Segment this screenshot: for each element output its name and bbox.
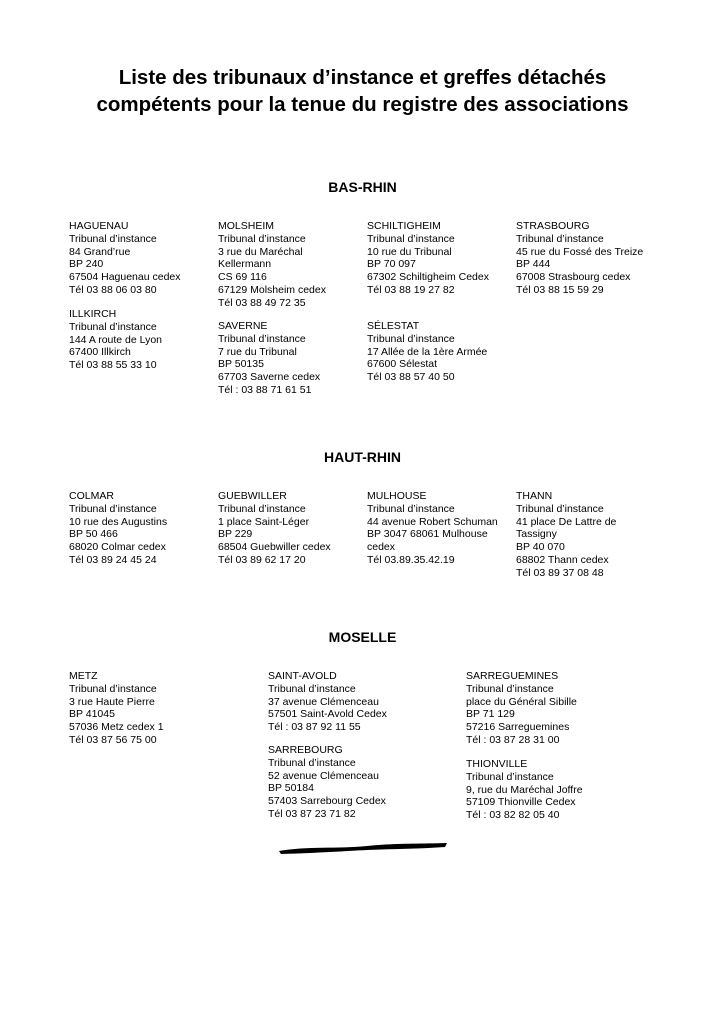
court-city: COLMAR: [69, 490, 114, 502]
court-line: 10 rue des Augustins: [69, 515, 168, 528]
court-city: THANN: [516, 490, 553, 502]
court-line: 68020 Colmar cedex: [69, 541, 166, 554]
court-line: Tribunal d’instance: [218, 332, 306, 345]
court-line: 67703 Saverne cedex: [218, 371, 321, 384]
court-line: Tél 03 89 62 17 20: [218, 553, 306, 566]
court-line: 144 A route de Lyon: [69, 333, 163, 346]
court-line: BP 229: [218, 528, 253, 541]
court-line: 57501 Saint-Avold Cedex: [268, 708, 387, 721]
court-line: 10 rue du Tribunal: [367, 245, 452, 258]
court-line: Tribunal d’instance: [516, 502, 604, 515]
court-line: Tél 03 89 37 08 48: [516, 566, 604, 579]
court-line: Tél 03 88 06 03 80: [69, 283, 157, 296]
court-line: Tél 03 88 57 40 50: [367, 371, 455, 384]
court-city: SCHILTIGHEIM: [367, 220, 441, 232]
court-line: 68802 Thann cedex: [516, 553, 609, 566]
court-line: Tél : 03 82 82 05 40: [466, 809, 560, 822]
court-line: BP 41045: [69, 708, 115, 721]
court-line: Tél : 03 87 28 31 00: [466, 733, 560, 746]
court-city: MULHOUSE: [367, 490, 427, 502]
court-line: 3 rue du Maréchal: [218, 245, 303, 258]
document-title: [0, 64, 725, 118]
court-line: Tél 03 88 19 27 82: [367, 283, 455, 296]
court-entry-thionville: [466, 758, 646, 822]
court-city: ILLKIRCH: [69, 308, 117, 320]
court-line: 67008 Strasbourg cedex: [516, 271, 631, 284]
court-city: STRASBOURG: [516, 220, 590, 232]
court-entry-sarrebourg: [268, 744, 448, 821]
court-line: cedex: [367, 541, 396, 554]
court-city: SARREBOURG: [268, 744, 343, 756]
court-line: Tél 03 87 23 71 82: [268, 807, 356, 820]
court-line: BP 50135: [218, 358, 264, 371]
court-line: 37 avenue Clémenceau: [268, 695, 379, 708]
court-line: 84 Grand’rue: [69, 245, 131, 258]
court-line: 45 rue du Fossé des Treize: [516, 245, 644, 258]
court-line: Tél 03 87 56 75 00: [69, 733, 157, 746]
court-line: BP 240: [69, 258, 104, 271]
court-entry-thann: [516, 490, 666, 580]
court-line: place du Général Sibille: [466, 695, 577, 708]
court-line: 9, rue du Maréchal Joffre: [466, 783, 583, 796]
court-city: MOLSHEIM: [218, 220, 275, 232]
court-line: Tribunal d’instance: [218, 232, 306, 245]
court-city: SAINT-AVOLD: [268, 670, 337, 682]
court-entry-strasbourg: [516, 220, 666, 297]
court-line: Tribunal d’instance: [516, 232, 604, 245]
court-line: Tél : 03 87 92 11 55: [268, 721, 361, 734]
court-city: HAGUENAU: [69, 220, 129, 232]
court-entry-selestat: [367, 320, 512, 384]
court-line: Tél : 03 88 71 61 51: [218, 383, 312, 396]
court-line: 57109 Thionville Cedex: [466, 796, 576, 809]
section-heading-bas-rhin: BAS-RHIN: [328, 179, 397, 195]
court-city: METZ: [69, 670, 98, 682]
court-line: 52 avenue Clémenceau: [268, 769, 379, 782]
court-line: 67600 Sélestat: [367, 358, 438, 371]
court-entry-haguenau: [69, 220, 209, 297]
court-entry-colmar: [69, 490, 209, 567]
court-line: BP 50184: [268, 782, 314, 795]
court-entry-metz: [69, 670, 249, 747]
title-line-2: compétents pour la tenue du registre des associations: [96, 93, 629, 116]
court-line: CS 69 116: [218, 271, 267, 284]
court-line: Tassigny: [516, 528, 557, 541]
section-heading-moselle: MOSELLE: [328, 629, 397, 645]
court-city: SARREGUEMINES: [466, 670, 559, 682]
section-heading-haut-rhin: HAUT-RHIN: [324, 449, 401, 465]
court-city: SÉLESTAT: [367, 320, 420, 332]
court-line: 57403 Sarrebourg Cedex: [268, 795, 386, 808]
court-line: Tél 03 89 24 45 24: [69, 553, 157, 566]
court-line: Tribunal d’instance: [367, 232, 455, 245]
court-line: 44 avenue Robert Schuman: [367, 515, 498, 528]
court-line: 17 Allée de la 1ère Armée: [367, 345, 488, 358]
court-line: Tribunal d’instance: [268, 682, 356, 695]
court-line: Tél 03.89.35.42.19: [367, 553, 455, 566]
court-line: 67129 Molsheim cedex: [218, 283, 326, 296]
court-entry-guebwiller: [218, 490, 358, 567]
court-line: 67302 Schiltigheim Cedex: [367, 271, 489, 284]
court-line: 68504 Guebwiller cedex: [218, 541, 331, 554]
court-line: 57036 Metz cedex 1: [69, 721, 164, 734]
court-entry-molsheim: [218, 220, 358, 310]
court-line: Tribunal d’instance: [69, 320, 157, 333]
decorative-rule: [277, 840, 449, 856]
court-line: 7 rue du Tribunal: [218, 345, 297, 358]
court-line: Tél 03 88 55 33 10: [69, 359, 157, 372]
court-entry-sarreguemines: [466, 670, 646, 747]
court-line: Tél 03 88 15 59 29: [516, 283, 604, 296]
court-entry-illkirch: [69, 308, 209, 372]
court-line: Tribunal d’instance: [69, 682, 157, 695]
court-line: BP 71 129: [466, 708, 515, 721]
court-entry-saverne: [218, 320, 358, 397]
court-line: Tribunal d’instance: [466, 682, 554, 695]
court-line: BP 3047 68061 Mulhouse: [367, 528, 488, 541]
court-line: Tribunal d’instance: [367, 502, 455, 515]
court-line: Tél 03 88 49 72 35: [218, 296, 306, 309]
court-line: BP 444: [516, 258, 551, 271]
court-line: 41 place De Lattre de: [516, 515, 617, 528]
court-line: BP 40 070: [516, 541, 565, 554]
court-line: Tribunal d’instance: [466, 770, 554, 783]
court-city: SAVERNE: [218, 320, 268, 332]
court-line: Tribunal d’instance: [218, 502, 306, 515]
court-line: 67504 Haguenau cedex: [69, 271, 181, 284]
court-entry-schiltigheim: [367, 220, 512, 297]
court-entry-mulhouse: [367, 490, 512, 567]
court-line: Tribunal d’instance: [367, 332, 455, 345]
court-line: BP 70 097: [367, 258, 416, 271]
court-line: 1 place Saint-Léger: [218, 515, 310, 528]
court-line: Tribunal d’instance: [69, 232, 157, 245]
court-entry-saint-avold: [268, 670, 448, 734]
court-line: BP 50 466: [69, 528, 118, 541]
court-line: 3 rue Haute Pierre: [69, 695, 155, 708]
court-line: 67400 Illkirch: [69, 346, 131, 359]
court-line: Tribunal d’instance: [69, 502, 157, 515]
court-city: THIONVILLE: [466, 758, 528, 770]
court-line: 57216 Sarreguemines: [466, 721, 570, 734]
title-line-1: Liste des tribunaux d’instance et greffes détachés: [118, 66, 607, 89]
court-city: GUEBWILLER: [218, 490, 287, 502]
court-line: Kellermann: [218, 258, 272, 271]
court-line: Tribunal d’instance: [268, 756, 356, 769]
